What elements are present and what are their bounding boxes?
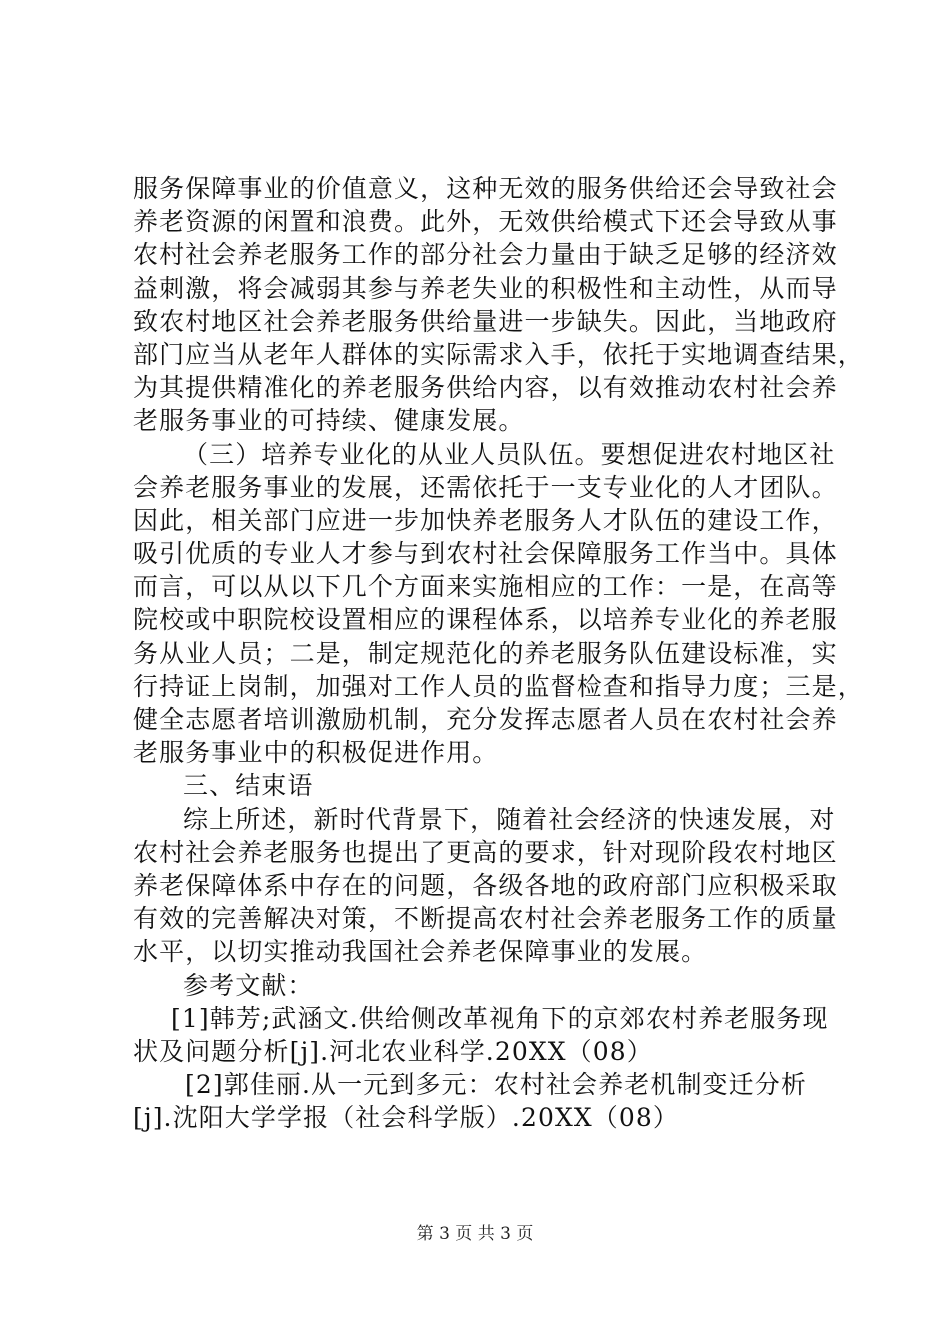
paragraph-line: 健全志愿者培训激励机制，充分发挥志愿者人员在农村社会养 [133,705,838,734]
reference-item-continuation: 状及问题分析[j].河北农业科学.20XX（08） [133,1036,653,1066]
paragraph-line: 综上所述，新时代背景下，随着社会经济的快速发展，对 [183,804,836,834]
paragraph-line: 老服务事业的可持续、健康发展。 [133,406,525,436]
references-heading: 参考文献： [183,970,314,1000]
paragraph-line: 养老保障体系中存在的问题，各级各地的政府部门应积极采取 [133,870,838,900]
paragraph-line: 致农村地区社会养老服务供给量进一步缺失。因此，当地政府 [133,306,838,336]
paragraph-line: 行持证上岗制，加强对工作人员的监督检查和指导力度；三是， [133,671,864,701]
page-number-footer: 第 3 页 共 3 页 [416,1224,534,1244]
paragraph-line: 院校或中职院校设置相应的课程体系，以培养专业化的养老服 [133,605,838,635]
paragraph-line: 老服务事业中的积极促进作用。 [133,738,499,768]
section-heading-paragraph: （三）培养专业化的从业人员队伍。要想促进农村地区社 [183,439,836,469]
reference-item-continuation: [j].沈阳大学学报（社会科学版）.20XX（08） [133,1103,679,1133]
reference-item: [1]韩芳;武涵文.供给侧改革视角下的京郊农村养老服务现 [171,1003,829,1033]
paragraph-line: 益刺激，将会减弱其参与养老失业的积极性和主动性，从而导 [133,273,838,303]
paragraph-line: 农村社会养老服务工作的部分社会力量由于缺乏足够的经济效 [133,240,838,270]
paragraph-line: 农村社会养老服务也提出了更高的要求，针对现阶段农村地区 [133,837,838,867]
paragraph-line: 为其提供精准化的养老服务供给内容，以有效推动农村社会养 [133,373,838,403]
paragraph-line: 会养老服务事业的发展，还需依托于一支专业化的人才团队。 [133,472,838,502]
paragraph-line: 而言，可以从以下几个方面来实施相应的工作：一是，在高等 [133,572,838,602]
paragraph-line: 吸引优质的专业人才参与到农村社会保障服务工作当中。具体 [133,539,838,569]
reference-item: [2]郭佳丽.从一元到多元：农村社会养老机制变迁分析 [185,1070,807,1100]
paragraph-line: 有效的完善解决对策，不断提高农村社会养老服务工作的质量 [133,904,838,934]
paragraph-line: 养老资源的闲置和浪费。此外，无效供给模式下还会导致从事 [133,207,838,237]
paragraph-line: 水平，以切实推动我国社会养老保障事业的发展。 [133,937,708,967]
paragraph-line: 因此，相关部门应进一步加快养老服务人才队伍的建设工作， [133,505,838,535]
section-heading: 三、结束语 [183,771,314,801]
paragraph-line: 服务保障事业的价值意义，这种无效的服务供给还会导致社会 [133,174,838,203]
document-body [133,172,864,1134]
paragraph-line: 务从业人员；二是，制定规范化的养老服务队伍建设标准，实 [133,638,838,668]
paragraph-line: 部门应当从老年人群体的实际需求入手，依托于实地调查结果， [133,339,864,369]
